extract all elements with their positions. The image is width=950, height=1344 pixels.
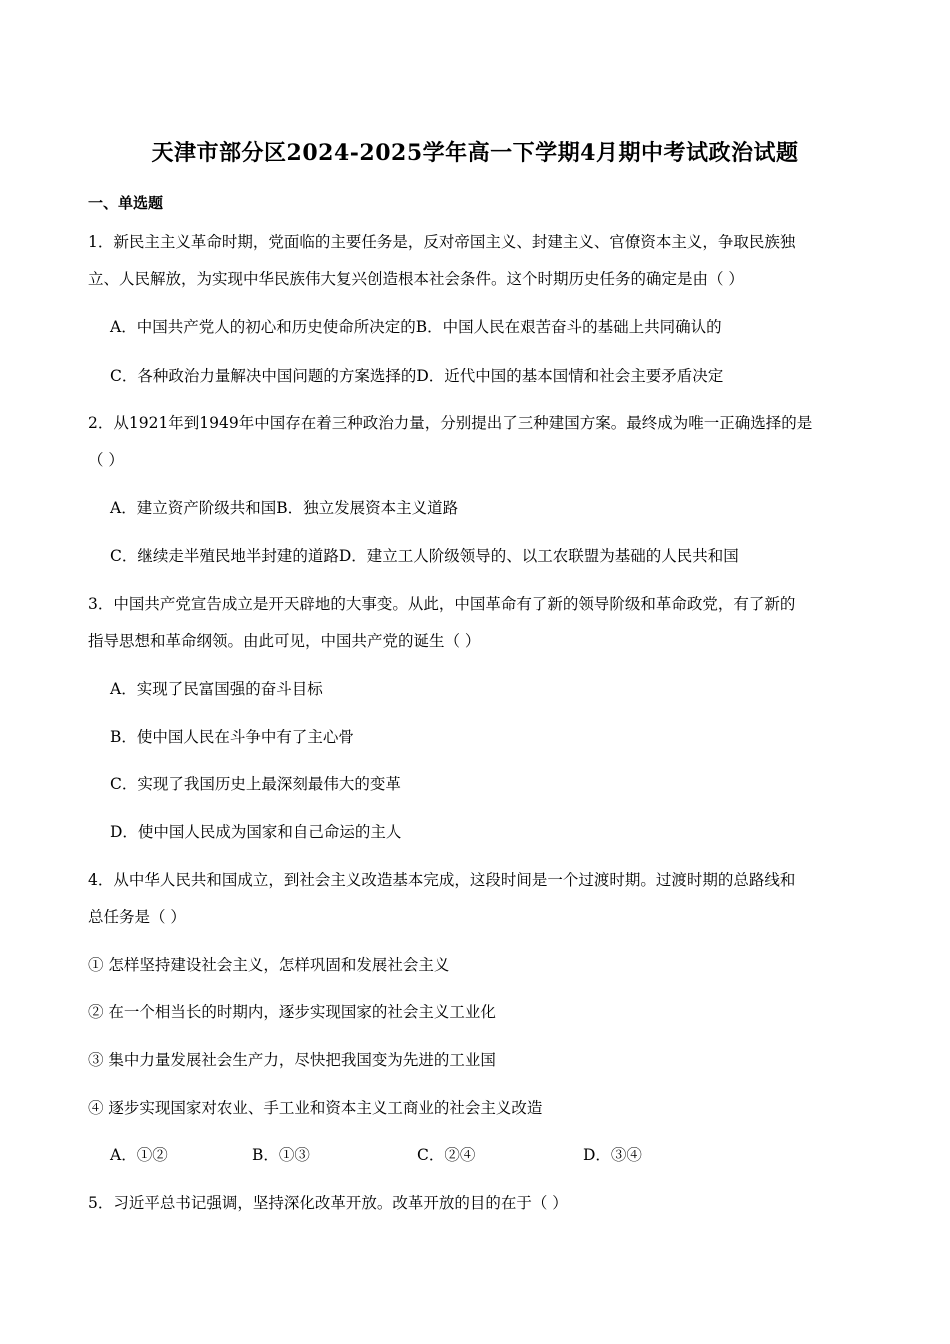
question-4-option-b: B．①③ [252, 1146, 310, 1164]
question-1-stem-line-2: 立、人民解放，为实现中华民族伟大复兴创造根本社会条件。这个时期历史任务的确定是由（ ） [88, 270, 744, 288]
question-4-stem-line-2: 总任务是（ ） [88, 908, 186, 926]
question-5-stem-line-1: 5．习近平总书记强调，坚持深化改革开放。改革开放的目的在于（ ） [88, 1194, 568, 1212]
question-4-statement-1: ① 怎样坚持建设社会主义，怎样巩固和发展社会主义 [88, 956, 450, 974]
question-1-options-cd: C．各种政治力量解决中国问题的方案选择的D．近代中国的基本国情和社会主要矛盾决定 [110, 367, 724, 385]
question-2-options-cd: C．继续走半殖民地半封建的道路D．建立工人阶级领导的、以工农联盟为基础的人民共和国 [110, 547, 739, 565]
question-4-option-c: C．②④ [417, 1146, 476, 1164]
question-4-option-d: D．③④ [583, 1146, 642, 1164]
question-3-option-c: C．实现了我国历史上最深刻最伟大的变革 [110, 775, 401, 793]
question-2-options-ab: A．建立资产阶级共和国B．独立发展资本主义道路 [110, 499, 459, 517]
question-4-statement-4: ④ 逐步实现国家对农业、手工业和资本主义工商业的社会主义改造 [88, 1099, 543, 1117]
question-2-stem-line-2: （ ） [88, 451, 124, 469]
question-3-option-d: D．使中国人民成为国家和自己命运的主人 [110, 823, 402, 841]
question-4-stem-line-1: 4．从中华人民共和国成立，到社会主义改造基本完成，这段时间是一个过渡时期。过渡时期的总路线和 [88, 871, 796, 889]
question-3-stem-line-1: 3．中国共产党宣告成立是开天辟地的大事变。从此，中国革命有了新的领导阶级和革命政党，有了新的 [88, 595, 796, 613]
page-title: 天津市部分区2024-2025学年高一下学期4月期中考试政治试题 [151, 140, 799, 166]
question-4-option-a: A．①② [110, 1146, 168, 1164]
question-3-option-b: B．使中国人民在斗争中有了主心骨 [110, 728, 354, 746]
section-heading: 一、单选题 [88, 194, 164, 212]
question-4-statement-3: ③ 集中力量发展社会生产力，尽快把我国变为先进的工业国 [88, 1051, 496, 1069]
question-3-stem-line-2: 指导思想和革命纲领。由此可见，中国共产党的诞生（ ） [88, 632, 481, 650]
question-1-options-ab: A．中国共产党人的初心和历史使命所决定的B．中国人民在艰苦奋斗的基础上共同确认的 [110, 318, 722, 336]
question-1-stem-line-1: 1．新民主主义革命时期，党面临的主要任务是，反对帝国主义、封建主义、官僚资本主义，争取民族独 [88, 233, 796, 251]
question-2-stem-line-1: 2．从1921年到1949年中国存在着三种政治力量，分别提出了三种建国方案。最终成为唯一正确选择的是 [88, 414, 813, 432]
question-3-option-a: A．实现了民富国强的奋斗目标 [110, 680, 323, 698]
question-4-statement-2: ② 在一个相当长的时期内，逐步实现国家的社会主义工业化 [88, 1003, 496, 1021]
